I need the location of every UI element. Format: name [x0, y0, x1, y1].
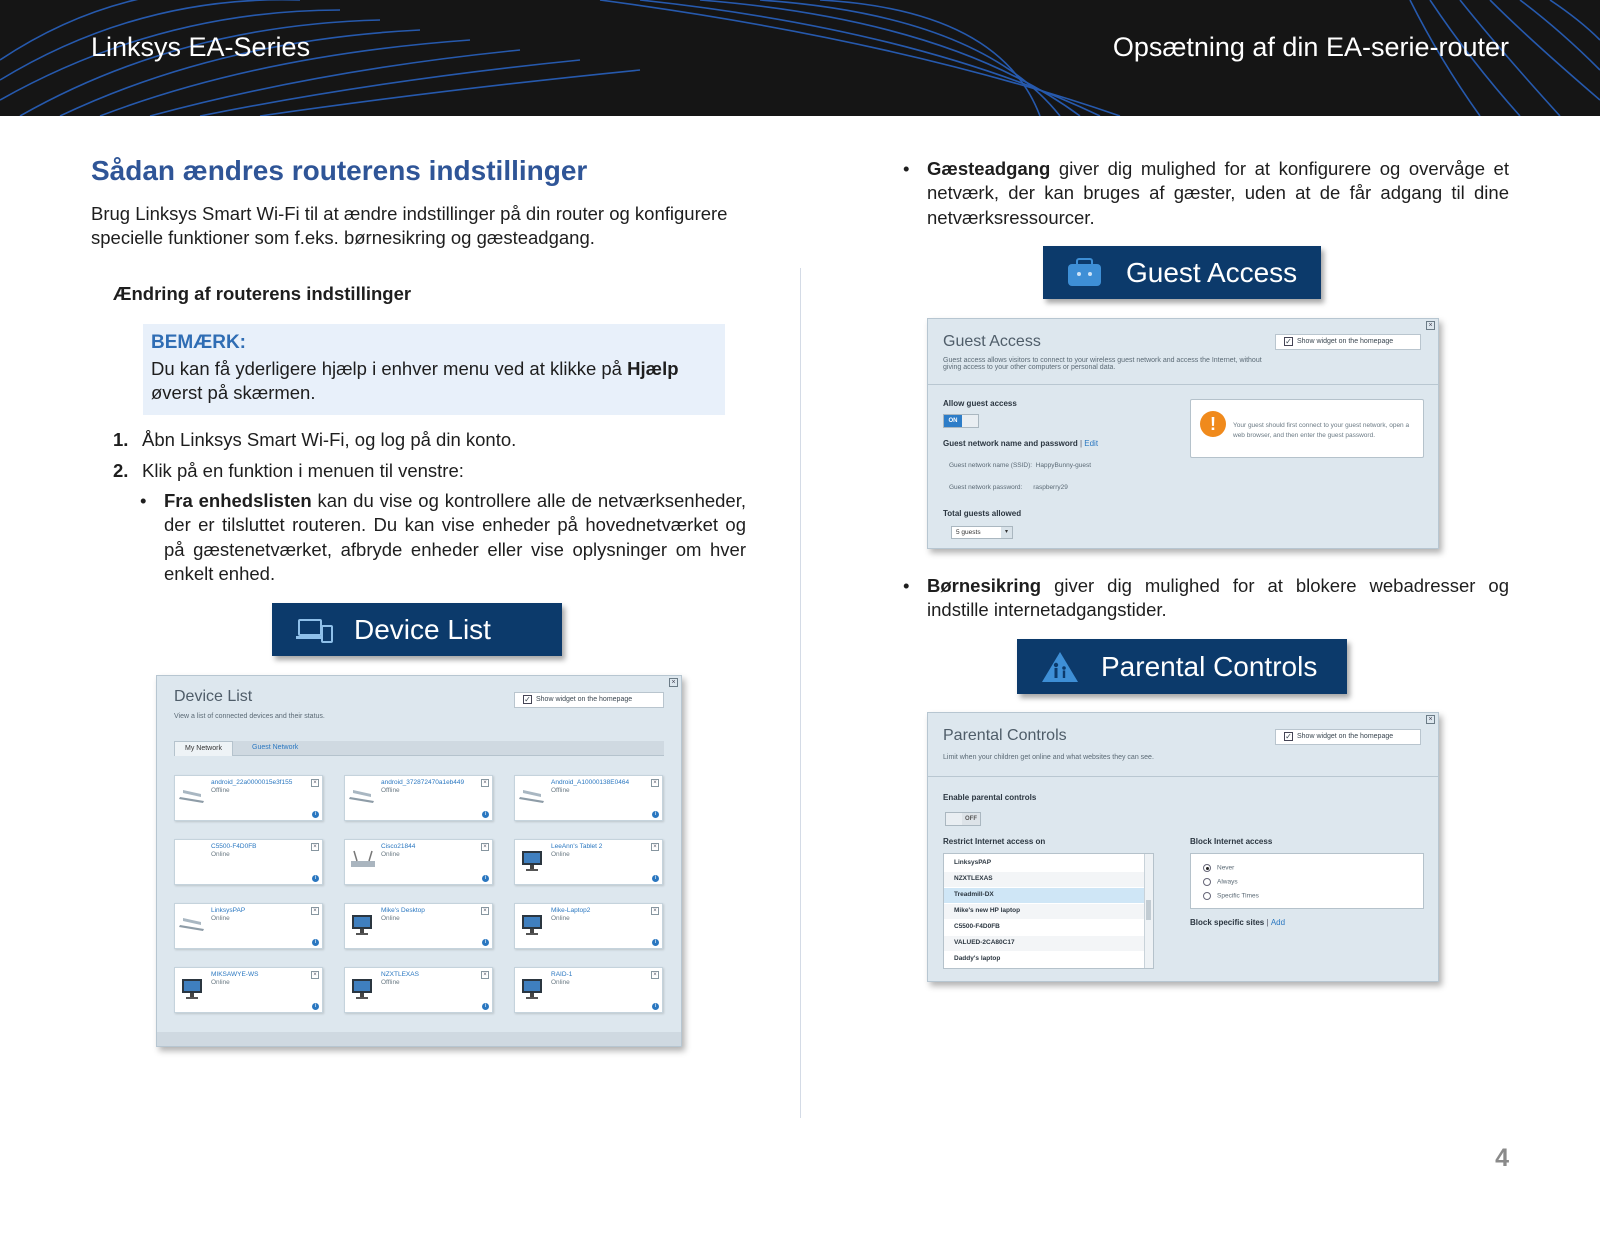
- restrict-access-label: Restrict Internet access on: [943, 837, 1046, 846]
- info-icon[interactable]: i: [482, 811, 489, 818]
- subheading: Ændring af routerens indstillinger: [113, 283, 412, 304]
- device-list-item[interactable]: Mike's new HP laptop: [944, 904, 1144, 919]
- device-status: Offline: [211, 787, 230, 794]
- router-icon: [349, 849, 377, 878]
- info-icon[interactable]: i: [652, 939, 659, 946]
- parental-controls-banner[interactable]: Parental Controls: [1017, 639, 1347, 694]
- tab-bar: [174, 741, 664, 756]
- guest-toggle[interactable]: ON: [943, 414, 979, 428]
- add-link[interactable]: Add: [1270, 918, 1286, 927]
- device-name[interactable]: MIKSAWYE-WS: [211, 971, 259, 978]
- header-chapter-title: Opsætning af din EA-serie-router: [1112, 32, 1509, 62]
- radio-option[interactable]: Never: [1203, 864, 1234, 872]
- block-options-box: [1190, 853, 1424, 909]
- widget-title: Guest Access: [943, 333, 1041, 350]
- info-icon[interactable]: i: [652, 1003, 659, 1010]
- guest-access-banner[interactable]: Guest Access: [1043, 246, 1321, 299]
- remove-icon[interactable]: ×: [651, 971, 659, 979]
- radio-option[interactable]: Specific Times: [1203, 892, 1259, 900]
- desktop-icon: [349, 977, 377, 1006]
- block-access-label: Block Internet access: [1190, 837, 1273, 846]
- device-status: Online: [551, 851, 570, 858]
- scrollbar[interactable]: [1144, 854, 1153, 968]
- device-list-item[interactable]: C5500-F4D0FB: [954, 923, 1000, 930]
- note-help-word: Hjælp: [627, 358, 679, 379]
- note-box: [143, 324, 725, 415]
- device-tile[interactable]: [174, 903, 323, 949]
- warning-icon: !: [1200, 411, 1226, 437]
- info-icon[interactable]: i: [482, 939, 489, 946]
- parental-toggle[interactable]: OFF: [945, 812, 981, 826]
- desktop-icon: [519, 977, 547, 1006]
- device-list-banner[interactable]: Device List: [272, 603, 562, 656]
- remove-icon[interactable]: ×: [651, 779, 659, 787]
- close-icon[interactable]: ×: [1426, 715, 1435, 724]
- device-name[interactable]: android_22a0000015e3f155: [211, 779, 293, 786]
- laptop-icon: [349, 785, 377, 812]
- page-header: [0, 0, 1600, 116]
- info-icon[interactable]: i: [312, 875, 319, 882]
- total-guests-select[interactable]: 5 guests ▾: [951, 526, 1013, 539]
- checkmark-icon: ✓: [524, 694, 531, 704]
- device-name[interactable]: Mike's Desktop: [381, 907, 425, 914]
- section-title: Sådan ændres routerens indstillinger: [91, 155, 588, 186]
- device-name[interactable]: RAID-1: [551, 971, 573, 978]
- ssid-row: Guest network name (SSID): HappyBunny-guest: [949, 462, 1092, 469]
- block-sites-label: Block specific sites | Add: [1190, 918, 1286, 927]
- info-icon[interactable]: i: [652, 875, 659, 882]
- laptop-icon: [179, 785, 207, 812]
- radio-option[interactable]: Always: [1203, 878, 1238, 886]
- tab-my-network[interactable]: My Network: [174, 741, 233, 756]
- page-number: 4: [1495, 1144, 1509, 1172]
- info-icon[interactable]: i: [652, 811, 659, 818]
- chevron-down-icon: ▾: [1001, 527, 1012, 538]
- enable-parental-label: Enable parental controls: [943, 793, 1037, 802]
- desktop-icon: [519, 913, 547, 942]
- device-status: Offline: [381, 787, 400, 794]
- device-list-bullet: • Fra enhedslisten kan du vise og kontrollere alle de netværksenheder, der er tilsluttet routeren. Du kan vise enheder på hovednetværket og på gæstenetværket, afbryde enheder eller vise oplysninger om hver enkelt enhed.: [140, 490, 747, 584]
- device-status: Online: [211, 851, 230, 858]
- remove-icon[interactable]: ×: [481, 971, 489, 979]
- device-name[interactable]: Cisco21844: [381, 843, 416, 850]
- remove-icon[interactable]: ×: [311, 779, 319, 787]
- device-status: Online: [211, 979, 230, 986]
- guest-access-widget: [927, 318, 1439, 549]
- laptop-icon: [179, 913, 207, 940]
- remove-icon[interactable]: ×: [651, 843, 659, 851]
- device-tile[interactable]: [514, 967, 663, 1013]
- desktop-icon: [519, 849, 547, 878]
- info-icon[interactable]: i: [312, 1003, 319, 1010]
- widget-title: Parental Controls: [943, 727, 1067, 744]
- device-list-item[interactable]: Daddy's laptop: [954, 955, 1001, 962]
- header-product-name: Linksys EA-Series: [91, 32, 311, 62]
- parental-controls-bullet: • Børnesikring giver dig mulighed for at blokere webadresser og indstille internetadgangstider.: [903, 575, 1509, 621]
- allow-guest-label: Allow guest access: [943, 399, 1017, 408]
- device-name[interactable]: android_372872470a1eb449: [381, 779, 465, 786]
- show-widget-checkbox[interactable]: ✓ Show widget on the homepage: [1275, 729, 1421, 745]
- device-tile[interactable]: [174, 839, 323, 885]
- total-guests-label: Total guests allowed: [943, 509, 1022, 518]
- remove-icon[interactable]: ×: [311, 971, 319, 979]
- show-widget-checkbox[interactable]: ✓ Show widget on the homepage: [514, 692, 664, 708]
- device-name[interactable]: Android_A10000138E0464: [551, 779, 630, 786]
- device-status: Online: [551, 915, 570, 922]
- info-icon[interactable]: i: [312, 939, 319, 946]
- remove-icon[interactable]: ×: [651, 907, 659, 915]
- edit-link[interactable]: Edit: [1084, 439, 1099, 448]
- radio-icon: [1203, 864, 1211, 872]
- scrollbar-thumb[interactable]: [1146, 900, 1151, 920]
- show-widget-checkbox[interactable]: ✓ Show widget on the homepage: [1275, 334, 1421, 350]
- device-tile[interactable]: [344, 775, 493, 821]
- remove-icon[interactable]: ×: [311, 907, 319, 915]
- widget-title: Device List: [174, 688, 253, 705]
- info-icon[interactable]: i: [312, 811, 319, 818]
- device-tile[interactable]: [514, 775, 663, 821]
- device-status: Online: [551, 979, 570, 986]
- widget-description: Guest access allows visitors to connect to your wireless guest network and access the Internet, without giving access to your other computers or personal data.: [943, 357, 1262, 371]
- device-list-item[interactable]: Treadmill-DX: [944, 888, 1144, 903]
- note-text: Du kan få yderligere hjælp i enhver menu ved at klikke på Hjælp øverst på skærmen.: [151, 358, 679, 403]
- info-icon[interactable]: i: [482, 1003, 489, 1010]
- device-tile[interactable]: [344, 839, 493, 885]
- parental-controls-widget: [927, 712, 1439, 982]
- widget-footer: [157, 1032, 681, 1046]
- device-status: Online: [211, 915, 230, 922]
- remove-icon[interactable]: ×: [481, 779, 489, 787]
- device-name[interactable]: LeeAnn's Tablet 2: [551, 843, 603, 850]
- password-row: Guest network password: raspberry29: [949, 484, 1068, 491]
- desktop-icon: [349, 913, 377, 942]
- info-icon[interactable]: i: [482, 875, 489, 882]
- parental-controls-icon: [1041, 651, 1079, 683]
- column-divider: [800, 268, 801, 1118]
- device-status: Online: [381, 851, 400, 858]
- device-status: Offline: [381, 979, 400, 986]
- checkmark-icon: ✓: [1285, 336, 1292, 346]
- close-icon[interactable]: ×: [669, 678, 678, 687]
- desktop-icon: [179, 977, 207, 1006]
- device-tile[interactable]: [514, 839, 663, 885]
- intro-paragraph: Brug Linksys Smart Wi-Fi til at ændre indstillinger på din router og konfigurere specielle funktioner som f.eks. børnesikring og gæsteadgang.: [91, 203, 728, 248]
- widget-description: View a list of connected devices and their status.: [174, 713, 325, 720]
- device-tile[interactable]: [174, 775, 323, 821]
- widget-description: Limit when your children get online and what websites they can see.: [943, 754, 1154, 761]
- info-text: Your guest should first connect to your guest network, open a web browser, and then enter the guest password.: [1233, 422, 1410, 439]
- device-select-list[interactable]: [943, 853, 1154, 969]
- note-label: BEMÆRK:: [151, 332, 246, 353]
- remove-icon[interactable]: ×: [481, 843, 489, 851]
- device-name[interactable]: C5500-F4D0FB: [211, 843, 257, 850]
- device-name[interactable]: LinksysPAP: [211, 907, 246, 914]
- close-icon[interactable]: ×: [1426, 321, 1435, 330]
- checkmark-icon: ✓: [1285, 731, 1292, 741]
- device-tile[interactable]: [514, 903, 663, 949]
- device-list-item[interactable]: LinksysPAP: [954, 859, 992, 866]
- guest-network-name-label: Guest network name and password | Edit: [943, 439, 1099, 448]
- device-list-widget: [156, 675, 682, 1047]
- device-status: Offline: [551, 787, 570, 794]
- device-list-icon: [296, 617, 334, 643]
- tab-guest-network[interactable]: Guest Network: [252, 744, 299, 751]
- device-tile[interactable]: [174, 967, 323, 1013]
- device-tile[interactable]: [344, 967, 493, 1013]
- device-name[interactable]: NZXTLEXAS: [381, 971, 419, 978]
- device-list-item[interactable]: NZXTLEXAS: [944, 872, 1144, 887]
- radio-icon: [1203, 878, 1211, 886]
- device-list-item[interactable]: VALUED-2CA80C17: [944, 936, 1144, 951]
- guest-access-bullet: • Gæsteadgang giver dig mulighed for at konfigurere og overvåge et netværk, der kan bruges af gæster, uden at de får adgang til dine netværksressourcer.: [903, 158, 1509, 228]
- device-name[interactable]: Mike-Laptop2: [551, 907, 591, 914]
- info-box: [1190, 399, 1424, 458]
- device-status: Online: [381, 915, 400, 922]
- guest-access-icon: [1067, 258, 1103, 288]
- laptop-icon: [519, 785, 547, 812]
- remove-icon[interactable]: ×: [481, 907, 489, 915]
- device-tile[interactable]: [344, 903, 493, 949]
- radio-icon: [1203, 892, 1211, 900]
- remove-icon[interactable]: ×: [311, 843, 319, 851]
